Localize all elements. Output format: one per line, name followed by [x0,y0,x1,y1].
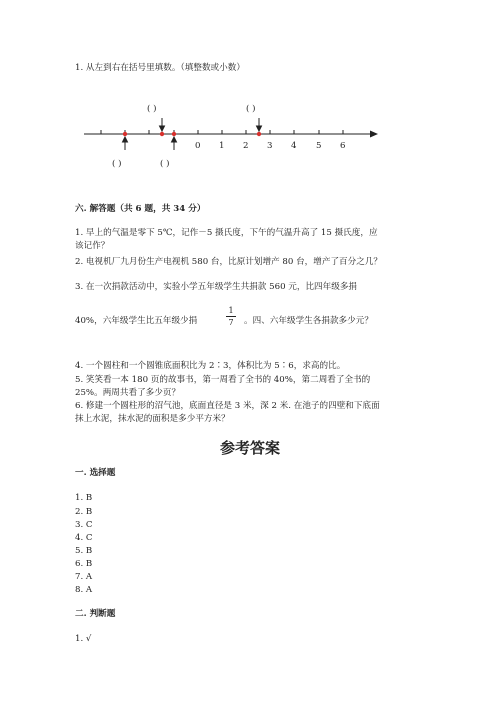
tick-label-5: 5 [316,141,322,151]
section-heading: 六. 解答题（共 6 题，共 34 分） [75,204,206,214]
fraction [226,306,236,327]
down-arrow-head [160,126,165,131]
fraction-denominator: 7 [228,318,234,327]
down-arrow-head [257,126,262,131]
q1-text: 1. 从左到右在括号里填数。（填整数或小数） [75,63,245,73]
tick-label-3: 3 [267,141,273,151]
answer-item: 3. C [75,520,93,530]
answer-blank[interactable]: ( ) [147,104,157,114]
marker-point [257,132,261,136]
number-line-ticks [101,130,343,134]
answer-item: 5. B [75,546,93,556]
tick-label-2: 2 [243,141,249,151]
tick-label-6: 6 [340,141,346,151]
problem-text: 该记作？ [75,241,110,251]
section-heading: 二. 判断题 [75,609,116,619]
problem-text: 2. 电视机厂九月份生产电视机 580 台，比原计划增产 80 台，增产了百分之几？ [75,257,383,267]
fraction-numerator: 1 [228,306,234,315]
answer-item: 1. √ [75,634,92,644]
answer-blank[interactable]: ( ) [160,159,170,169]
up-arrow-head [172,137,177,142]
marker-point [123,132,127,136]
problem-text: 40%，六年级学生比五年级少捐 [75,316,198,326]
section-heading: 一. 选择题 [75,468,116,478]
answer-item: 8. A [75,585,93,595]
answer-blank[interactable]: ( ) [112,159,122,169]
problem-text: 抹上水泥，抹水泥的面积是多少平方米？ [75,414,230,424]
problem-text: 1. 早上的气温是零下 5℃，记作－5 摄氏度，下午的气温升高了 15 摄氏度，应 [75,228,378,238]
problem-text: 25%。两周共看了多少页？ [75,388,181,398]
marker-point [160,132,164,136]
tick-label-1: 1 [219,141,225,151]
answer-item: 4. C [75,533,93,543]
answer-item: 2. B [75,507,93,517]
number-line-arrowhead [370,131,378,138]
tick-label-0: 0 [195,141,201,151]
problem-text: 6. 修建一个圆柱形的沼气池，底面直径是 3 米，深 2 米. 在池子的四壁和下底面 [75,401,380,411]
answer-item: 1. B [75,493,93,503]
problem-text: 。四、六年级学生各捐款多少元？ [244,316,373,326]
up-arrow-head [123,137,128,142]
problem-text: 3. 在一次捐款活动中，实验小学五年级学生共捐款 560 元，比四年级多捐 [75,282,358,292]
marker-point [172,132,176,136]
answer-blank[interactable]: ( ) [246,104,256,114]
answers-title: 参考答案 [219,439,280,457]
answer-item: 7. A [75,572,93,582]
tick-label-4: 4 [291,141,297,151]
problem-text: 5. 笑笑看一本 180 页的故事书，第一周看了全书的 40%，第二周看了全书的 [75,375,371,385]
answer-item: 6. B [75,559,93,569]
problem-text: 4. 一个圆柱和一个圆锥底面积比为 2∶3，体积比为 5∶6，求高的比。 [75,361,346,371]
